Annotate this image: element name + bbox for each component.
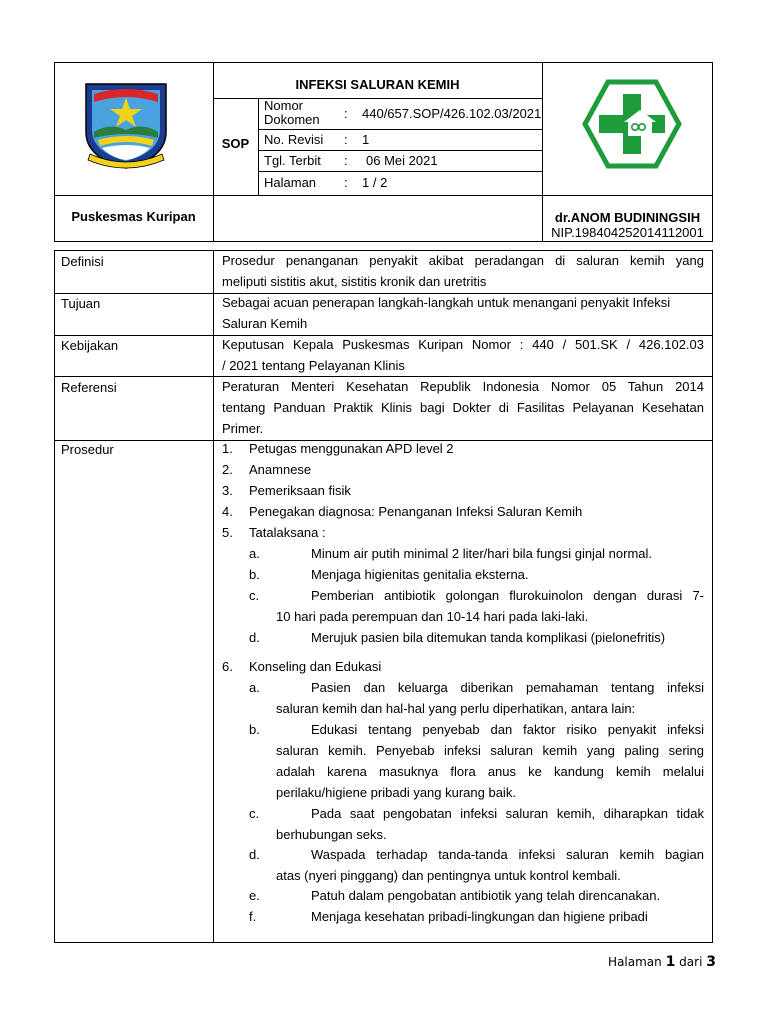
sub-item-line: saluran kemih dan hal-hal yang perlu diperhatikan, antara lain: xyxy=(276,701,636,716)
sub-item-line: Minum air putih minimal 2 liter/hari bila fungsi ginjal normal. xyxy=(311,546,653,561)
sub-item-line: Edukasi tentang penyebab dan faktor risiko penyakit infeksi xyxy=(311,722,704,737)
sub-item-letter: d. xyxy=(249,630,260,645)
step-number: 6. xyxy=(222,659,233,674)
sub-item-line: Waspada terhadap tanda-tanda infeksi saluran kemih bagian xyxy=(311,847,704,862)
field-separator: : xyxy=(344,153,348,168)
field-value: 1 / 2 xyxy=(362,175,388,190)
tujuan-line: Saluran Kemih xyxy=(222,316,308,331)
sop-label: SOP xyxy=(221,136,250,151)
sub-item-line: 10 hari pada perempuan dan 10-14 hari pada laki-laki. xyxy=(276,609,589,624)
step-number: 1. xyxy=(222,441,233,456)
sub-item-letter: b. xyxy=(249,567,260,582)
sub-item-line: Menjaga kesehatan pribadi-lingkungan dan higiene pribadi xyxy=(311,909,648,924)
field-value: 1 xyxy=(362,132,370,147)
step-text: Anamnese xyxy=(249,462,312,477)
footer-total: 3 xyxy=(706,954,716,970)
sub-item-line: Patuh dalam pengobatan antibiotik yang telah direncanakan. xyxy=(311,888,661,903)
organization-name: Puskesmas Kuripan xyxy=(71,209,196,224)
step-number: 5. xyxy=(222,525,233,540)
row-label-referensi: Referensi xyxy=(61,380,117,395)
field-no-revisi xyxy=(258,130,542,150)
step-number: 3. xyxy=(222,483,233,498)
field-separator: : xyxy=(344,132,348,147)
footer-page: 1 xyxy=(665,954,676,970)
sub-item-letter: a. xyxy=(249,546,260,561)
content-column-divider xyxy=(213,250,214,943)
sub-item-line: adalah karena masuknya flora anus ke kandung kemih melalui xyxy=(276,764,704,779)
tujuan-line: Sebagai acuan penerapan langkah-langkah untuk menangani penyakit Infeksi xyxy=(222,295,671,310)
sub-item-line: berhubungan seks. xyxy=(276,827,387,842)
definisi-line: Prosedur penanganan penyakit akibat peradangan di saluran kemih yang xyxy=(222,253,704,268)
sub-item-line: atas (nyeri pinggang) dan pentingnya untuk kontrol kembali. xyxy=(276,868,621,883)
step-text: Pemeriksaan fisik xyxy=(249,483,351,498)
step-text: Konseling dan Edukasi xyxy=(249,659,382,674)
document-title: INFEKSI SALURAN KEMIH xyxy=(295,77,460,92)
step-text: Penegakan diagnosa: Penanganan Infeksi Saluran Kemih xyxy=(249,504,583,519)
field-separator: : xyxy=(344,106,348,121)
referensi-line: tentang Panduan Praktik Klinis bagi Dokter di Fasilitas Pelayanan Kesehatan xyxy=(222,400,704,415)
sub-item-line: Pemberian antibiotik golongan flurokuinolon dengan durasi 7- xyxy=(311,588,704,603)
page-footer xyxy=(560,955,716,970)
sub-item-line: perilaku/higiene pribadi yang kurang baik. xyxy=(276,785,516,800)
sub-item-letter: f. xyxy=(249,909,257,924)
row-label-prosedur: Prosedur xyxy=(61,442,114,457)
step-text: Tatalaksana : xyxy=(249,525,326,540)
row-label-definisi: Definisi xyxy=(61,254,104,269)
sub-item-letter: d. xyxy=(249,847,260,862)
field-label: Tgl. Terbit xyxy=(264,153,321,168)
sub-item-line: Merujuk pasien bila ditemukan tanda komplikasi (pielonefritis) xyxy=(311,630,666,645)
footer-prefix: Halaman xyxy=(608,955,662,969)
sub-item-line: Menjaga higienitas genitalia eksterna. xyxy=(311,567,529,582)
sub-item-letter: c. xyxy=(249,588,260,603)
signatory-nip: NIP.198404252014112001 xyxy=(551,225,704,240)
field-nomor-dokumen xyxy=(258,99,542,129)
field-halaman xyxy=(258,172,542,194)
field-value: 06 Mei 2021 xyxy=(366,153,438,168)
field-label: Nomor Dokomen xyxy=(264,98,320,127)
row-label-tujuan: Tujuan xyxy=(61,296,101,311)
step-number: 4. xyxy=(222,504,233,519)
row-label-kebijakan: Kebijakan xyxy=(61,338,119,353)
footer-mid: dari xyxy=(679,955,703,969)
signatory-name: dr.ANOM BUDININGSIH xyxy=(554,210,701,225)
referensi-line: Primer. xyxy=(222,421,264,436)
sub-item-letter: a. xyxy=(249,680,260,695)
sub-item-letter: c. xyxy=(249,806,260,821)
step-number: 2. xyxy=(222,462,233,477)
sub-item-letter: b. xyxy=(249,722,260,737)
field-label: Halaman xyxy=(264,175,317,190)
puskesmas-green-cross-icon xyxy=(582,78,682,170)
referensi-line: Peraturan Menteri Kesehatan Republik Indonesia Nomor 05 Tahun 2014 xyxy=(222,379,704,394)
kebijakan-line: Keputusan Kepala Puskesmas Kuripan Nomor : 440 / 501.SK / 426.102.03 xyxy=(222,337,704,352)
sub-item-line: Pada saat pengobatan infeksi saluran kemih, diharapkan tidak xyxy=(311,806,704,821)
step-text: Petugas menggunakan APD level 2 xyxy=(249,441,454,456)
sub-item-letter: e. xyxy=(249,888,260,903)
field-tgl-terbit xyxy=(258,151,542,171)
field-label: No. Revisi xyxy=(264,132,324,147)
definisi-line: meliputi sistitis akut, sistitis kronik dan uretritis xyxy=(222,274,487,289)
sub-item-line: Pasien dan keluarga diberikan pemahaman tentang infeksi xyxy=(311,680,704,695)
sub-item-line: saluran kemih. Penyebab infeksi saluran kemih yang paling sering xyxy=(276,743,704,758)
kebijakan-line: / 2021 tentang Pelayanan Klinis xyxy=(222,358,405,373)
header-divider-bottom xyxy=(54,195,713,196)
regency-crest-icon xyxy=(80,80,172,172)
field-value: 440/657.SOP/426.102.03/2021 xyxy=(362,106,542,121)
field-separator: : xyxy=(344,175,348,190)
